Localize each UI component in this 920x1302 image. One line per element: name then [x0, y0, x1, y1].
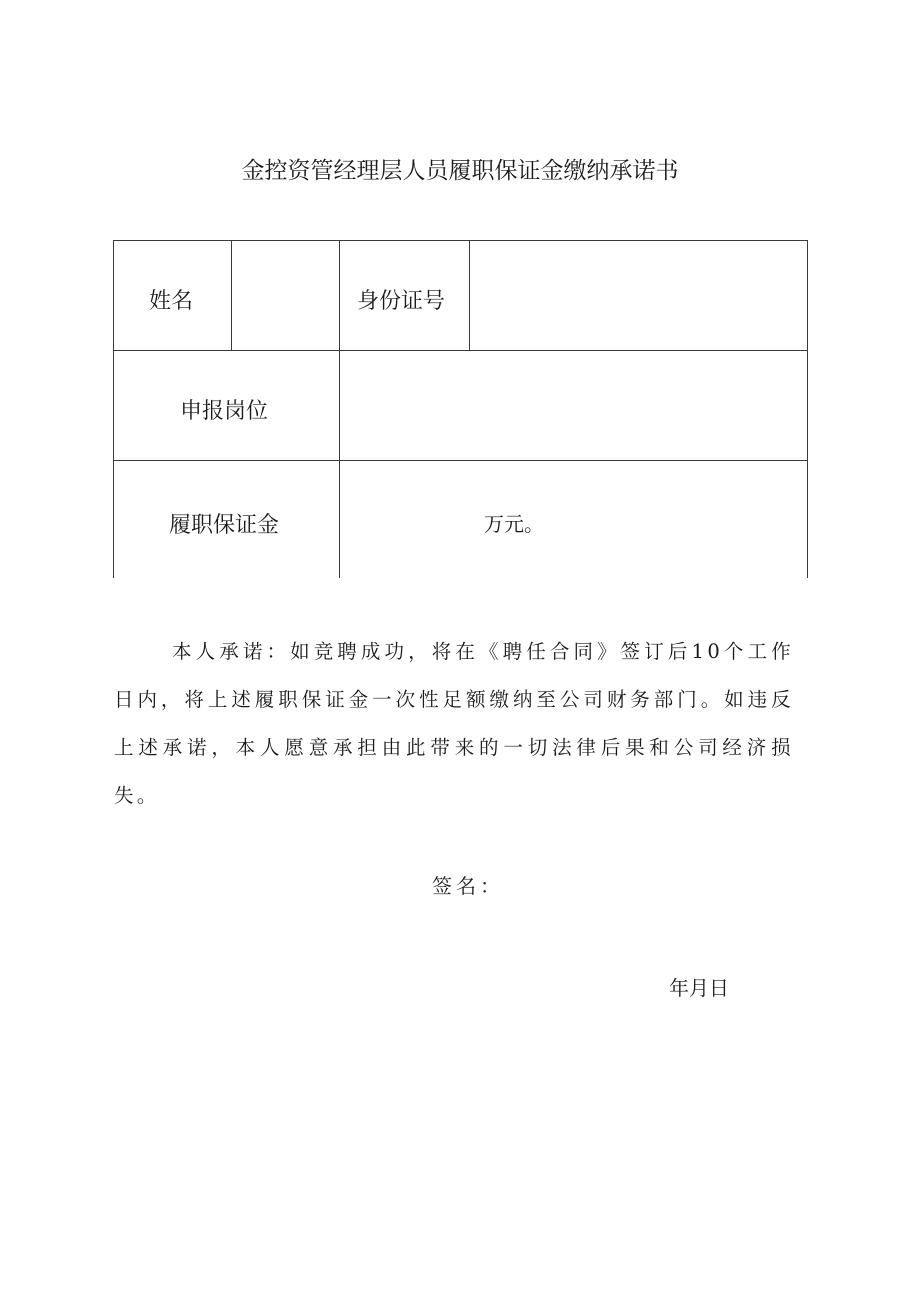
- table-col-divider-name: [231, 240, 232, 350]
- position-field[interactable]: [349, 394, 797, 422]
- signature-label: 签名：: [432, 874, 504, 898]
- id-number-field[interactable]: [479, 284, 797, 312]
- table-col-divider-id: [469, 240, 470, 350]
- table-top-border: [113, 240, 808, 241]
- document-title: 金控资管经理层人员履职保证金缴纳承诺书: [241, 158, 679, 184]
- name-field[interactable]: [241, 284, 329, 312]
- table-col-divider-main: [339, 240, 340, 578]
- table-row-divider-1: [113, 350, 808, 351]
- deposit-label: 履职保证金: [169, 513, 280, 538]
- table-right-border: [807, 240, 808, 578]
- table-left-border: [113, 240, 114, 578]
- date-label: 年月日: [669, 976, 729, 1000]
- id-number-label: 身份证号: [357, 289, 446, 314]
- info-form-table: [113, 240, 808, 578]
- table-row-divider-2: [113, 460, 808, 461]
- commitment-paragraph: 本人承诺：如竞聘成功，将在《聘任合同》签订后10个工作日内，将上述履职保证金一次性足额缴纳至公司财务部门。如违反上述承诺，本人愿意承担由此带来的一切法律后果和公司经济损失。: [114, 640, 794, 807]
- name-label: 姓名: [149, 289, 194, 314]
- position-label: 申报岗位: [180, 399, 269, 424]
- deposit-unit: 万元。: [484, 512, 544, 536]
